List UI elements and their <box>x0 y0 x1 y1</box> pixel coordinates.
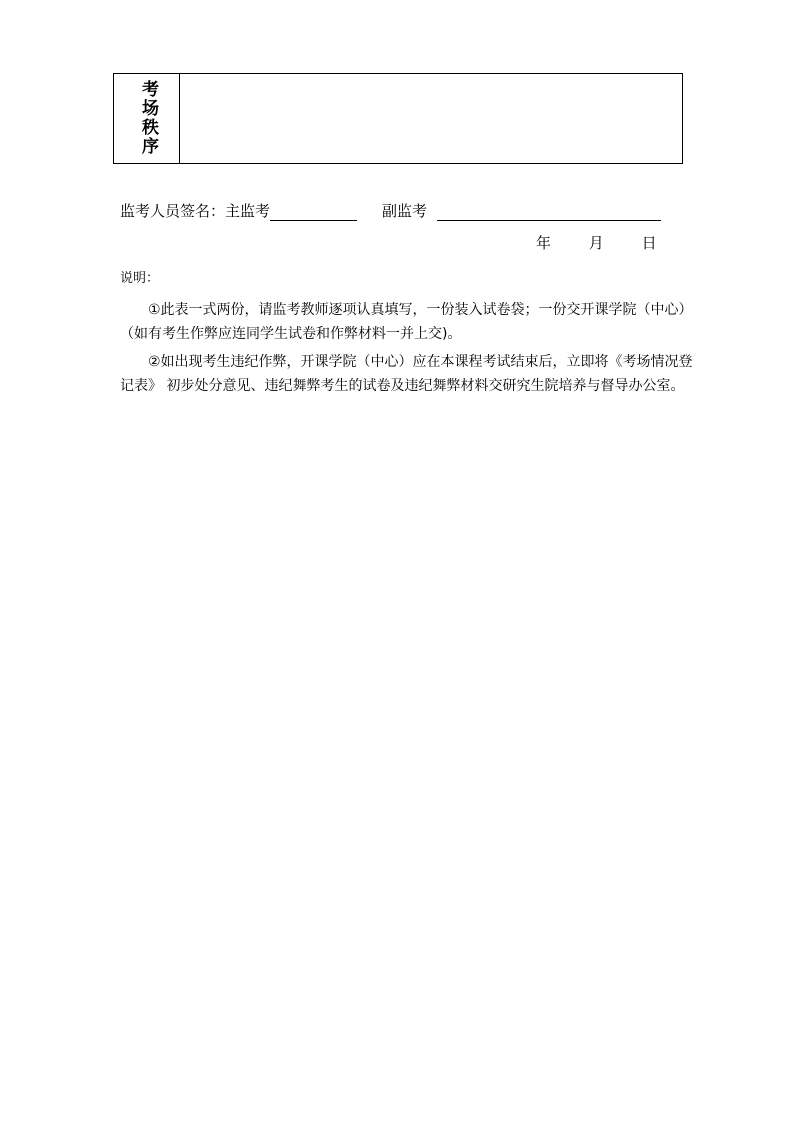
label-char: 秩 <box>142 117 159 138</box>
label-char: 场 <box>142 98 159 119</box>
label-char: 序 <box>142 136 159 157</box>
deputy-proctor-label: 副监考 <box>382 202 428 220</box>
notes-title: 说明： <box>120 271 160 286</box>
note-item: ②如出现考生违纪作弊，开课学院（中心）应在本课程考试结束后，立即将《考场情况登记表》 初步处分意见、违纪舞弊考生的试卷及违纪舞弊材料交研究生院培养与督导办公室。 <box>120 354 693 394</box>
chief-proctor-signature-field[interactable] <box>270 202 357 221</box>
signature-lead-label: 监考人员签名：主监考 <box>120 202 271 220</box>
date-month-label: 月 <box>588 234 604 252</box>
date-line <box>536 232 657 253</box>
exam-order-label <box>114 74 180 163</box>
signature-line <box>120 199 661 221</box>
label-char: 考 <box>142 79 159 100</box>
note-item: ①此表一式两份，请监考教师逐项认真填写，一份装入试卷袋；一份交开课学院（中心）（如有考生作弊应连同学生试卷和作弊材料一并上交)。 <box>120 302 693 342</box>
date-year-label: 年 <box>536 234 552 252</box>
deputy-proctor-signature-field[interactable] <box>437 202 661 221</box>
exam-order-table <box>113 73 683 164</box>
exam-order-content[interactable] <box>180 74 682 163</box>
date-day-label: 日 <box>641 234 657 252</box>
